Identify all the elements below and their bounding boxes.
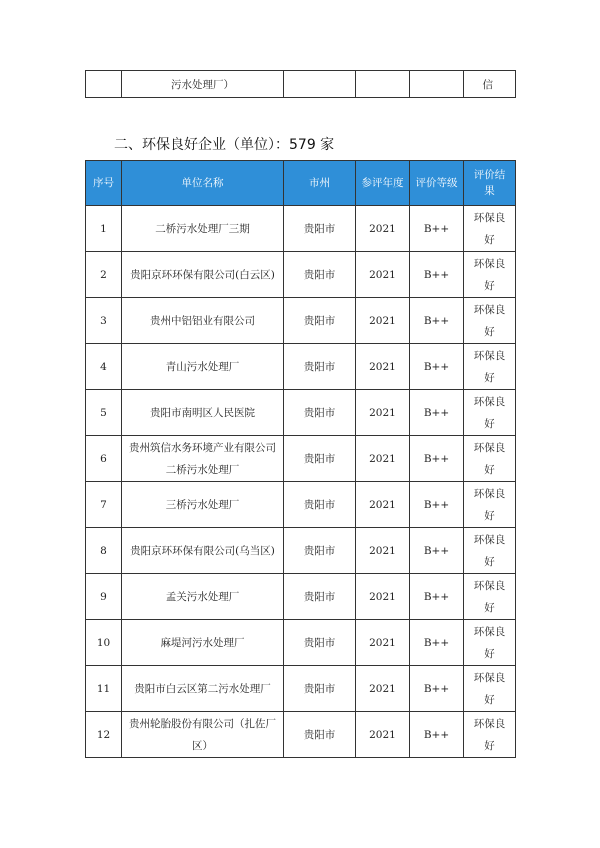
table-row [86,528,516,574]
cell-name: 贵州筑信水务环境产业有限公司二桥污水处理厂 [122,436,284,482]
cell-year: 2021 [356,712,410,758]
cell-year: 2021 [356,390,410,436]
cell-year: 2021 [356,436,410,482]
table-body [86,206,516,758]
table-row [86,252,516,298]
table-row [86,574,516,620]
cell-year: 2021 [356,482,410,528]
header-year: 参评年度 [356,161,410,206]
cell-grade [410,71,464,98]
cell-city: 贵阳市 [284,344,356,390]
cell-city: 贵阳市 [284,482,356,528]
section-title: 二、环保良好企业（单位）：579 家 [114,137,335,153]
table-row [86,482,516,528]
cell-result: 环保良好 [464,666,516,712]
cell-grade: B++ [410,620,464,666]
cell-result: 环保良好 [464,252,516,298]
cell-city: 贵阳市 [284,620,356,666]
cell-result: 环保良好 [464,206,516,252]
cell-result: 环保良好 [464,712,516,758]
table-row [86,344,516,390]
cell-city: 贵阳市 [284,666,356,712]
cell-year: 2021 [356,206,410,252]
cell-year: 2021 [356,620,410,666]
cell-result: 环保良好 [464,574,516,620]
cell-year: 2021 [356,298,410,344]
cell-grade: B++ [410,666,464,712]
header-name: 单位名称 [122,161,284,206]
cell-city: 贵阳市 [284,436,356,482]
cell-name: 孟关污水处理厂 [122,574,284,620]
cell-name: 贵州中铝铝业有限公司 [122,298,284,344]
cell-city [284,71,356,98]
cell-year: 2021 [356,666,410,712]
cell-no: 2 [86,252,122,298]
cell-city: 贵阳市 [284,298,356,344]
cell-result: 环保良好 [464,298,516,344]
cell-result: 环保良好 [464,436,516,482]
cell-grade: B++ [410,298,464,344]
cell-result: 环保良好 [464,482,516,528]
header-no: 序号 [86,161,122,206]
table-row [86,712,516,758]
header-result: 评价结果 [464,161,516,206]
cell-year: 2021 [356,344,410,390]
cell-grade: B++ [410,344,464,390]
cell-name: 贵阳京环环保有限公司(乌当区) [122,528,284,574]
cell-result: 信 [464,71,516,98]
cell-grade: B++ [410,574,464,620]
cell-no: 8 [86,528,122,574]
cell-grade: B++ [410,436,464,482]
cell-name: 三桥污水处理厂 [122,482,284,528]
cell-result: 环保良好 [464,344,516,390]
table-row [86,206,516,252]
cell-name: 污水处理厂） [122,71,284,98]
cell-no: 12 [86,712,122,758]
cell-result: 环保良好 [464,390,516,436]
header-city: 市州 [284,161,356,206]
cell-grade: B++ [410,252,464,298]
cell-city: 贵阳市 [284,574,356,620]
continued-table-fragment [85,70,516,98]
table-row [86,390,516,436]
cell-city: 贵阳市 [284,528,356,574]
table-row [86,620,516,666]
table-row [86,71,516,98]
cell-result: 环保良好 [464,528,516,574]
cell-no: 5 [86,390,122,436]
table-row [86,666,516,712]
table-row [86,436,516,482]
cell-city: 贵阳市 [284,252,356,298]
table-header-row [86,161,516,206]
cell-result: 环保良好 [464,620,516,666]
cell-year: 2021 [356,574,410,620]
cell-name: 贵阳市白云区第二污水处理厂 [122,666,284,712]
cell-no: 11 [86,666,122,712]
cell-no: 4 [86,344,122,390]
cell-grade: B++ [410,482,464,528]
cell-name: 麻堤河污水处理厂 [122,620,284,666]
cell-city: 贵阳市 [284,390,356,436]
cell-grade: B++ [410,528,464,574]
cell-city: 贵阳市 [284,206,356,252]
cell-no [86,71,122,98]
cell-name: 贵州轮胎股份有限公司（扎佐厂区） [122,712,284,758]
good-enterprises-table [85,160,516,758]
cell-name: 贵阳京环环保有限公司(白云区) [122,252,284,298]
cell-no: 3 [86,298,122,344]
cell-name: 青山污水处理厂 [122,344,284,390]
cell-year: 2021 [356,252,410,298]
cell-year [356,71,410,98]
cell-grade: B++ [410,206,464,252]
cell-name: 二桥污水处理厂三期 [122,206,284,252]
cell-grade: B++ [410,712,464,758]
cell-name: 贵阳市南明区人民医院 [122,390,284,436]
cell-no: 7 [86,482,122,528]
cell-no: 6 [86,436,122,482]
table-row [86,298,516,344]
cell-no: 10 [86,620,122,666]
cell-no: 9 [86,574,122,620]
cell-year: 2021 [356,528,410,574]
cell-city: 贵阳市 [284,712,356,758]
cell-no: 1 [86,206,122,252]
cell-grade: B++ [410,390,464,436]
header-grade: 评价等级 [410,161,464,206]
